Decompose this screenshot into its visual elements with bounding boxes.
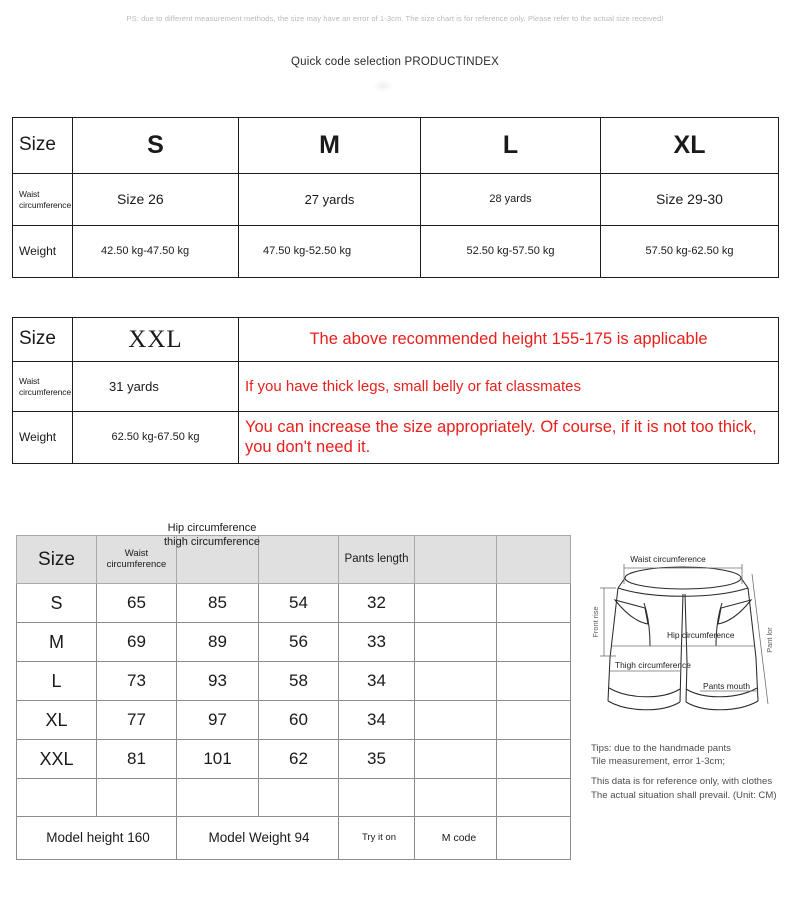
row-blank-1	[415, 662, 497, 701]
size-header-xl: XL	[601, 118, 779, 174]
row-label-weight: Weight	[13, 226, 73, 278]
row-blank-1	[415, 584, 497, 623]
diagram-label-hip: Hip circumference	[667, 630, 735, 640]
row-size-m: M	[17, 623, 97, 662]
size-header-xxl: XXL	[73, 318, 239, 362]
table-row-weight	[13, 226, 779, 278]
row-size-l: L	[17, 662, 97, 701]
row-thigh-m: 56	[259, 623, 339, 662]
header-size: Size	[17, 536, 97, 584]
diagram-label-thigh: Thigh circumference	[615, 660, 691, 670]
header-blank-3	[497, 536, 571, 584]
waist-value-xxl: 31 yards	[73, 362, 239, 412]
table-row	[17, 623, 571, 662]
advice-line-1: The above recommended height 155-175 is applicable	[239, 318, 779, 362]
row-label-waist-circumference: Waist circumference	[13, 174, 73, 226]
size-table-xxl	[12, 317, 779, 464]
footer-try-it-on: Try it on	[339, 817, 415, 860]
measurement-disclaimer: PS: due to different measurement methods, the size may have an error of 1-3cm. The size chart is for reference only. Please refer to the actual size received!	[126, 14, 664, 23]
advice-line-2: If you have thick legs, small belly or fat classmates	[239, 362, 779, 412]
row-hip-xl: 97	[177, 701, 259, 740]
footer-model-weight: Model Weight 94	[177, 817, 339, 860]
row-size-s: S	[17, 584, 97, 623]
spacer-cell	[177, 779, 259, 817]
weight-value-xl: 57.50 kg-62.50 kg	[601, 226, 779, 278]
row-blank-1	[415, 701, 497, 740]
row-hip-xxl: 101	[177, 740, 259, 779]
row-length-xxl: 35	[339, 740, 415, 779]
row-thigh-xl: 60	[259, 701, 339, 740]
table-row	[17, 740, 571, 779]
waist-value-l: 28 yards	[421, 174, 601, 226]
table-row-size-header	[13, 118, 779, 174]
header-hip-thigh-circumference	[164, 522, 260, 584]
row-waist-xl: 77	[97, 701, 177, 740]
advice-line-3: You can increase the size appropriately. Of course, if it is not too thick, you don't need it.	[239, 412, 779, 464]
waist-value-xl: Size 29-30	[601, 174, 779, 226]
table-row-xxl-weight	[13, 412, 779, 464]
table-row	[17, 662, 571, 701]
row-blank-2	[497, 701, 571, 740]
footer-code: M code	[415, 817, 497, 860]
shorts-measurement-diagram	[582, 536, 790, 736]
table-row	[17, 584, 571, 623]
row-length-l: 34	[339, 662, 415, 701]
row-waist-m: 69	[97, 623, 177, 662]
row-length-m: 33	[339, 623, 415, 662]
row-waist-l: 73	[97, 662, 177, 701]
row-blank-1	[415, 740, 497, 779]
spacer-cell	[259, 779, 339, 817]
footer-model-height: Model height 160	[17, 817, 177, 860]
row-label-waist-circumference: Waist circumference	[13, 362, 73, 412]
diagram-label-pants-length: Pant lor	[765, 627, 774, 653]
measurement-body	[17, 584, 571, 860]
row-size-xxl: XXL	[17, 740, 97, 779]
row-blank-2	[497, 623, 571, 662]
header-blank-2	[415, 536, 497, 584]
header-pants-length: Pants length	[339, 536, 415, 584]
row-label-weight: Weight	[13, 412, 73, 464]
row-size-xl: XL	[17, 701, 97, 740]
spacer-cell	[97, 779, 177, 817]
header-waist-circumference: Waist circumference	[97, 536, 177, 584]
row-hip-l: 93	[177, 662, 259, 701]
row-blank-2	[497, 740, 571, 779]
diagram-label-waist: Waist circumference	[630, 554, 706, 564]
waist-value-m: 27 yards	[239, 174, 421, 226]
size-header-s: S	[73, 118, 239, 174]
row-blank-1	[415, 623, 497, 662]
tips-block	[591, 742, 790, 802]
table-row-xxl-size	[13, 318, 779, 362]
weight-value-m: 47.50 kg-52.50 kg	[239, 226, 421, 278]
row-label-size: Size	[13, 318, 73, 362]
row-thigh-s: 54	[259, 584, 339, 623]
table-row	[17, 701, 571, 740]
weight-value-l: 52.50 kg-57.50 kg	[421, 226, 601, 278]
diagram-label-pants-mouth: Pants mouth	[703, 681, 751, 691]
spacer-cell	[17, 779, 97, 817]
diagram-label-front-rise: Front rise	[591, 606, 600, 638]
row-label-size: Size	[13, 118, 73, 174]
page-title: Quick code selection PRODUCTINDEX	[291, 56, 499, 68]
row-thigh-l: 58	[259, 662, 339, 701]
spacer-cell	[339, 779, 415, 817]
weight-value-s: 42.50 kg-47.50 kg	[73, 226, 239, 278]
row-blank-2	[497, 662, 571, 701]
tips-line-1: Tips: due to the handmade pants	[591, 743, 731, 754]
spacer-cell	[415, 779, 497, 817]
measurement-table	[16, 522, 571, 860]
row-length-s: 32	[339, 584, 415, 623]
spacer-cell	[497, 779, 571, 817]
row-thigh-xxl: 62	[259, 740, 339, 779]
tips-line-2: Tile measurement, error 1-3cm;	[591, 756, 725, 768]
size-header-m: M	[239, 118, 421, 174]
row-waist-s: 65	[97, 584, 177, 623]
size-header-l: L	[421, 118, 601, 174]
row-waist-xxl: 81	[97, 740, 177, 779]
row-hip-m: 89	[177, 623, 259, 662]
size-table-main	[12, 117, 779, 278]
measurement-header-row	[17, 536, 571, 584]
table-row-footer	[17, 817, 571, 860]
row-hip-s: 85	[177, 584, 259, 623]
table-row-spacer	[17, 779, 571, 817]
header-hip-label: Hip circumference	[167, 522, 257, 534]
weight-value-xxl: 62.50 kg-67.50 kg	[73, 412, 239, 464]
header-thigh-label: thigh circumference	[164, 535, 260, 548]
table-row-xxl-waist	[13, 362, 779, 412]
row-length-xl: 34	[339, 701, 415, 740]
table-row-waist	[13, 174, 779, 226]
waist-value-s: Size 26	[73, 174, 239, 226]
tips-line-3: This data is for reference only, with clothes	[591, 776, 773, 788]
row-blank-2	[497, 584, 571, 623]
faint-watermark-artifact	[373, 80, 393, 92]
footer-blank	[497, 817, 571, 860]
tips-line-4: The actual situation shall prevail. (Unit: CM)	[591, 789, 777, 801]
